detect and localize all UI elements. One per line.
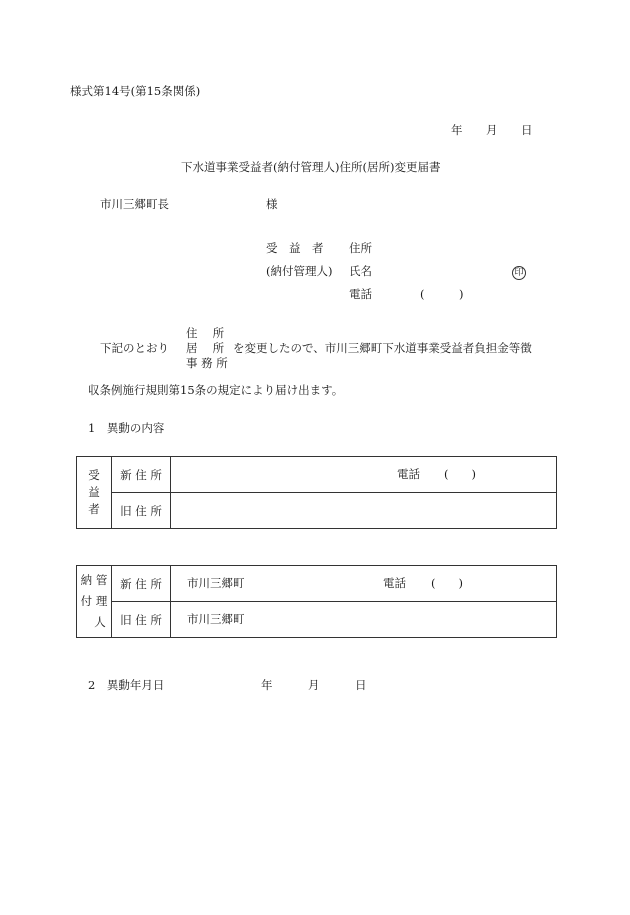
change-date-year-label: 年 (261, 678, 273, 692)
change-date-day-label: 日 (355, 678, 367, 692)
manager-phone-label: 電話 (383, 576, 406, 590)
date-year-label: 年 (451, 123, 463, 137)
manager-old-address-value: 市川三郷町 (187, 612, 245, 626)
beneficiary-old-address-label: 旧 住 所 (112, 493, 171, 529)
applicant-phone-parens: ( ) (420, 287, 464, 301)
applicant-role-beneficiary: 受 益 者 (266, 241, 324, 255)
body-prefix: 下記のとおり (100, 341, 169, 355)
manager-new-address-field[interactable] (171, 566, 557, 602)
body-option-residence: 居 所 (186, 341, 225, 355)
addressee-name: 市川三郷町長 (100, 197, 169, 211)
beneficiary-new-address-field[interactable] (171, 457, 557, 493)
applicant-phone-label: 電話 (349, 287, 372, 301)
manager-old-address-label: 旧 住 所 (112, 602, 171, 638)
section1-heading: 1 異動の内容 (88, 421, 165, 435)
body-line1: を変更したので、市川三郷町下水道事業受益者負担金等徴 (233, 341, 532, 355)
beneficiary-change-table (76, 456, 557, 529)
applicant-role-manager: (納付管理人) (266, 264, 333, 278)
manager-change-table (76, 565, 557, 638)
addressee-honorific: 様 (266, 197, 278, 211)
manager-old-address-field[interactable] (171, 602, 557, 638)
date-day-label: 日 (521, 123, 533, 137)
beneficiary-new-address-label: 新 住 所 (112, 457, 171, 493)
beneficiary-old-address-field[interactable] (171, 493, 557, 529)
manager-new-address-label: 新 住 所 (112, 566, 171, 602)
change-date-month-label: 月 (308, 678, 320, 692)
document-title: 下水道事業受益者(納付管理人)住所(居所)変更届書 (181, 160, 441, 174)
beneficiary-group-label: 受 益 者 (77, 457, 112, 529)
applicant-name-label: 氏名 (349, 264, 372, 278)
date-month-label: 月 (486, 123, 498, 137)
form-number: 様式第14号(第15条関係) (70, 84, 201, 98)
section2-heading: 2 異動年月日 (88, 678, 165, 692)
manager-phone-parens: ( ) (431, 576, 463, 590)
seal-icon: 印 (512, 266, 526, 280)
beneficiary-phone-parens: ( ) (444, 467, 476, 481)
beneficiary-phone-label: 電話 (397, 467, 420, 481)
applicant-address-label: 住所 (349, 241, 372, 255)
manager-group-label: 納 管 付 理 人 (77, 566, 112, 638)
body-line2: 収条例施行規則第15条の規定により届け出ます。 (88, 383, 344, 397)
body-option-office: 事 務 所 (186, 356, 228, 370)
seal-mark (512, 264, 526, 280)
manager-new-address-value: 市川三郷町 (187, 576, 245, 590)
body-option-address: 住 所 (186, 326, 225, 340)
